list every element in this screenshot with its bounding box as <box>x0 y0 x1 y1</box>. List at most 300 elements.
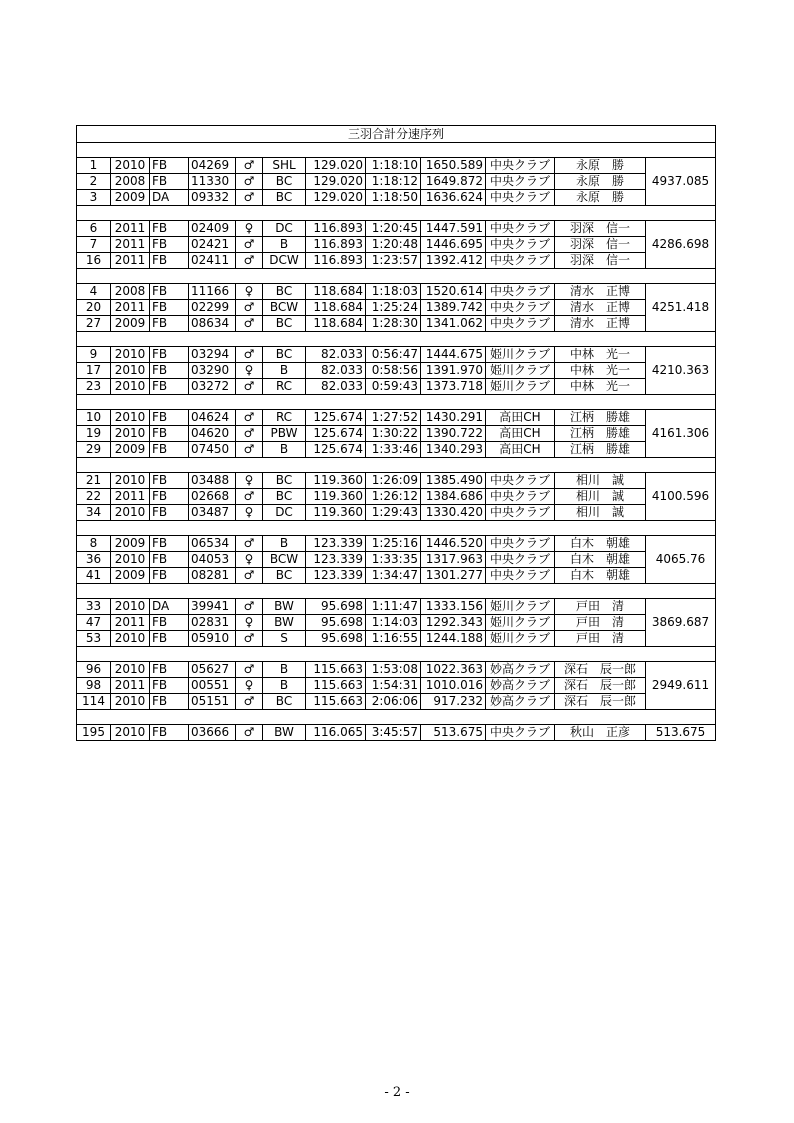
sex-cell: ♀ <box>236 363 263 379</box>
owner-cell: 中林 光一 <box>555 363 646 379</box>
year-cell: 2011 <box>111 615 150 631</box>
rank-cell: 17 <box>77 363 111 379</box>
distance-cell: 125.674 <box>306 442 366 458</box>
distance-cell: 115.663 <box>306 678 366 694</box>
distance-cell: 118.684 <box>306 300 366 316</box>
year-cell: 2010 <box>111 694 150 710</box>
owner-cell: 相川 誠 <box>555 473 646 489</box>
region-cell: FB <box>150 442 189 458</box>
club-cell: 姫川クラブ <box>486 379 555 395</box>
table-row <box>77 190 716 206</box>
table-row <box>77 174 716 190</box>
time-cell: 0:56:47 <box>366 347 421 363</box>
year-cell: 2010 <box>111 158 150 174</box>
distance-cell: 82.033 <box>306 363 366 379</box>
region-cell: FB <box>150 410 189 426</box>
ring-number-cell: 02421 <box>189 237 236 253</box>
color-cell: PBW <box>263 426 306 442</box>
distance-cell: 118.684 <box>306 316 366 332</box>
table-row <box>77 347 716 363</box>
speed-cell: 1317.963 <box>421 552 486 568</box>
ring-number-cell: 06534 <box>189 536 236 552</box>
club-cell: 中央クラブ <box>486 253 555 269</box>
owner-cell: 戸田 清 <box>555 631 646 647</box>
speed-cell: 1430.291 <box>421 410 486 426</box>
region-cell: FB <box>150 725 189 741</box>
color-cell: B <box>263 678 306 694</box>
speed-cell: 1292.343 <box>421 615 486 631</box>
distance-cell: 82.033 <box>306 347 366 363</box>
ring-number-cell: 02668 <box>189 489 236 505</box>
time-cell: 1:11:47 <box>366 599 421 615</box>
ring-number-cell: 05910 <box>189 631 236 647</box>
sex-cell: ♀ <box>236 505 263 521</box>
speed-cell: 1446.520 <box>421 536 486 552</box>
table-row <box>77 426 716 442</box>
color-cell: SHL <box>263 158 306 174</box>
sex-cell: ♂ <box>236 379 263 395</box>
owner-cell: 戸田 清 <box>555 599 646 615</box>
ring-number-cell: 07450 <box>189 442 236 458</box>
club-cell: 姫川クラブ <box>486 631 555 647</box>
year-cell: 2010 <box>111 505 150 521</box>
club-cell: 高田CH <box>486 442 555 458</box>
year-cell: 2009 <box>111 536 150 552</box>
distance-cell: 115.663 <box>306 662 366 678</box>
rank-cell: 21 <box>77 473 111 489</box>
color-cell: BC <box>263 174 306 190</box>
rank-cell: 98 <box>77 678 111 694</box>
distance-cell: 116.893 <box>306 237 366 253</box>
distance-cell: 95.698 <box>306 599 366 615</box>
region-cell: FB <box>150 347 189 363</box>
ring-number-cell: 03272 <box>189 379 236 395</box>
year-cell: 2010 <box>111 473 150 489</box>
distance-cell: 119.360 <box>306 505 366 521</box>
ring-number-cell: 03488 <box>189 473 236 489</box>
rank-cell: 19 <box>77 426 111 442</box>
table-row <box>77 536 716 552</box>
owner-cell: 清水 正博 <box>555 316 646 332</box>
sex-cell: ♀ <box>236 615 263 631</box>
year-cell: 2011 <box>111 253 150 269</box>
sex-cell: ♂ <box>236 442 263 458</box>
year-cell: 2010 <box>111 347 150 363</box>
rank-cell: 2 <box>77 174 111 190</box>
club-cell: 中央クラブ <box>486 725 555 741</box>
time-cell: 1:16:55 <box>366 631 421 647</box>
sex-cell: ♂ <box>236 237 263 253</box>
rank-cell: 53 <box>77 631 111 647</box>
region-cell: FB <box>150 316 189 332</box>
distance-cell: 116.893 <box>306 221 366 237</box>
sex-cell: ♂ <box>236 694 263 710</box>
time-cell: 1:18:03 <box>366 284 421 300</box>
table-row <box>77 158 716 174</box>
owner-cell: 羽深 信一 <box>555 253 646 269</box>
rank-cell: 41 <box>77 568 111 584</box>
region-cell: FB <box>150 158 189 174</box>
sex-cell: ♂ <box>236 174 263 190</box>
rank-cell: 4 <box>77 284 111 300</box>
sex-cell: ♂ <box>236 410 263 426</box>
color-cell: B <box>263 237 306 253</box>
owner-cell: 江柄 勝雄 <box>555 426 646 442</box>
year-cell: 2011 <box>111 678 150 694</box>
region-cell: FB <box>150 678 189 694</box>
color-cell: BW <box>263 599 306 615</box>
rank-cell: 33 <box>77 599 111 615</box>
region-cell: FB <box>150 426 189 442</box>
distance-cell: 123.339 <box>306 568 366 584</box>
club-cell: 姫川クラブ <box>486 599 555 615</box>
rank-cell: 36 <box>77 552 111 568</box>
sex-cell: ♂ <box>236 489 263 505</box>
year-cell: 2011 <box>111 489 150 505</box>
owner-cell: 戸田 清 <box>555 615 646 631</box>
color-cell: BC <box>263 284 306 300</box>
color-cell: RC <box>263 379 306 395</box>
ring-number-cell: 11166 <box>189 284 236 300</box>
speed-cell: 1244.188 <box>421 631 486 647</box>
ring-number-cell: 04053 <box>189 552 236 568</box>
club-cell: 中央クラブ <box>486 284 555 300</box>
table-row <box>77 363 716 379</box>
group-spacer-row <box>77 521 716 536</box>
club-cell: 中央クラブ <box>486 489 555 505</box>
table-row <box>77 615 716 631</box>
page-number: - 2 - <box>384 1085 410 1100</box>
ring-number-cell: 11330 <box>189 174 236 190</box>
table-row <box>77 489 716 505</box>
ring-number-cell: 08281 <box>189 568 236 584</box>
group-total-cell: 4065.76 <box>646 536 716 584</box>
time-cell: 1:26:09 <box>366 473 421 489</box>
region-cell: FB <box>150 552 189 568</box>
owner-cell: 永原 勝 <box>555 174 646 190</box>
table-row <box>77 725 716 741</box>
club-cell: 中央クラブ <box>486 237 555 253</box>
distance-cell: 116.893 <box>306 253 366 269</box>
distance-cell: 129.020 <box>306 190 366 206</box>
ring-number-cell: 02409 <box>189 221 236 237</box>
rank-cell: 1 <box>77 158 111 174</box>
rank-cell: 8 <box>77 536 111 552</box>
rank-cell: 114 <box>77 694 111 710</box>
owner-cell: 秋山 正彦 <box>555 725 646 741</box>
year-cell: 2010 <box>111 662 150 678</box>
time-cell: 1:14:03 <box>366 615 421 631</box>
rank-cell: 9 <box>77 347 111 363</box>
time-cell: 1:27:52 <box>366 410 421 426</box>
ring-number-cell: 03666 <box>189 725 236 741</box>
ring-number-cell: 39941 <box>189 599 236 615</box>
color-cell: B <box>263 662 306 678</box>
time-cell: 1:53:08 <box>366 662 421 678</box>
speed-cell: 1010.016 <box>421 678 486 694</box>
year-cell: 2008 <box>111 174 150 190</box>
rank-cell: 23 <box>77 379 111 395</box>
speed-cell: 1391.970 <box>421 363 486 379</box>
color-cell: BC <box>263 316 306 332</box>
sex-cell: ♂ <box>236 316 263 332</box>
color-cell: B <box>263 536 306 552</box>
region-cell: FB <box>150 615 189 631</box>
group-total-cell: 3869.687 <box>646 599 716 647</box>
speed-cell: 1649.872 <box>421 174 486 190</box>
sex-cell: ♂ <box>236 631 263 647</box>
group-total-cell: 4100.596 <box>646 473 716 521</box>
table-row <box>77 284 716 300</box>
results-table <box>76 125 716 741</box>
ring-number-cell: 02831 <box>189 615 236 631</box>
table-row <box>77 552 716 568</box>
owner-cell: 中林 光一 <box>555 379 646 395</box>
color-cell: BC <box>263 347 306 363</box>
owner-cell: 中林 光一 <box>555 347 646 363</box>
year-cell: 2009 <box>111 316 150 332</box>
owner-cell: 清水 正博 <box>555 284 646 300</box>
spacer-cell <box>77 332 716 347</box>
sex-cell: ♀ <box>236 284 263 300</box>
owner-cell: 白木 朝雄 <box>555 552 646 568</box>
region-cell: FB <box>150 284 189 300</box>
region-cell: FB <box>150 300 189 316</box>
table-row <box>77 253 716 269</box>
color-cell: DCW <box>263 253 306 269</box>
owner-cell: 白木 朝雄 <box>555 568 646 584</box>
sex-cell: ♀ <box>236 552 263 568</box>
ring-number-cell: 02299 <box>189 300 236 316</box>
owner-cell: 江柄 勝雄 <box>555 410 646 426</box>
color-cell: BC <box>263 190 306 206</box>
time-cell: 2:06:06 <box>366 694 421 710</box>
speed-cell: 1390.722 <box>421 426 486 442</box>
owner-cell: 相川 誠 <box>555 505 646 521</box>
club-cell: 中央クラブ <box>486 552 555 568</box>
speed-cell: 1520.614 <box>421 284 486 300</box>
table-row <box>77 694 716 710</box>
year-cell: 2009 <box>111 190 150 206</box>
owner-cell: 江柄 勝雄 <box>555 442 646 458</box>
region-cell: FB <box>150 473 189 489</box>
time-cell: 3:45:57 <box>366 725 421 741</box>
color-cell: DC <box>263 505 306 521</box>
ring-number-cell: 05151 <box>189 694 236 710</box>
color-cell: BW <box>263 725 306 741</box>
club-cell: 高田CH <box>486 426 555 442</box>
group-total-cell: 4161.306 <box>646 410 716 458</box>
table-row <box>77 410 716 426</box>
spacer-cell <box>77 647 716 662</box>
distance-cell: 125.674 <box>306 410 366 426</box>
speed-cell: 1389.742 <box>421 300 486 316</box>
time-cell: 1:54:31 <box>366 678 421 694</box>
time-cell: 1:30:22 <box>366 426 421 442</box>
distance-cell: 119.360 <box>306 489 366 505</box>
club-cell: 中央クラブ <box>486 300 555 316</box>
year-cell: 2008 <box>111 284 150 300</box>
table-row <box>77 631 716 647</box>
region-cell: DA <box>150 190 189 206</box>
table-row <box>77 221 716 237</box>
spacer-cell <box>77 584 716 599</box>
title-row <box>77 126 716 143</box>
spacer-cell <box>77 521 716 536</box>
rank-cell: 22 <box>77 489 111 505</box>
distance-cell: 123.339 <box>306 552 366 568</box>
sex-cell: ♂ <box>236 158 263 174</box>
year-cell: 2010 <box>111 410 150 426</box>
group-spacer-row <box>77 647 716 662</box>
speed-cell: 1330.420 <box>421 505 486 521</box>
group-total-cell: 513.675 <box>646 725 716 741</box>
region-cell: FB <box>150 631 189 647</box>
sex-cell: ♂ <box>236 300 263 316</box>
club-cell: 中央クラブ <box>486 505 555 521</box>
speed-cell: 1446.695 <box>421 237 486 253</box>
club-cell: 姫川クラブ <box>486 363 555 379</box>
sex-cell: ♂ <box>236 426 263 442</box>
club-cell: 妙高クラブ <box>486 678 555 694</box>
spacer-cell <box>77 206 716 221</box>
distance-cell: 116.065 <box>306 725 366 741</box>
time-cell: 1:26:12 <box>366 489 421 505</box>
speed-cell: 1444.675 <box>421 347 486 363</box>
ring-number-cell: 04269 <box>189 158 236 174</box>
spacer-cell <box>77 395 716 410</box>
region-cell: DA <box>150 599 189 615</box>
speed-cell: 1373.718 <box>421 379 486 395</box>
table-row <box>77 678 716 694</box>
table-row <box>77 442 716 458</box>
color-cell: RC <box>263 410 306 426</box>
ring-number-cell: 05627 <box>189 662 236 678</box>
speed-cell: 1385.490 <box>421 473 486 489</box>
owner-cell: 相川 誠 <box>555 489 646 505</box>
club-cell: 中央クラブ <box>486 568 555 584</box>
speed-cell: 1022.363 <box>421 662 486 678</box>
year-cell: 2011 <box>111 237 150 253</box>
time-cell: 1:25:24 <box>366 300 421 316</box>
time-cell: 0:58:56 <box>366 363 421 379</box>
color-cell: B <box>263 442 306 458</box>
group-total-cell: 4210.363 <box>646 347 716 395</box>
club-cell: 姫川クラブ <box>486 347 555 363</box>
group-spacer-row <box>77 395 716 410</box>
owner-cell: 深石 辰一郎 <box>555 662 646 678</box>
table-row <box>77 379 716 395</box>
rank-cell: 10 <box>77 410 111 426</box>
color-cell: BC <box>263 568 306 584</box>
sex-cell: ♀ <box>236 473 263 489</box>
distance-cell: 118.684 <box>306 284 366 300</box>
time-cell: 1:33:46 <box>366 442 421 458</box>
table-row <box>77 237 716 253</box>
table-row <box>77 568 716 584</box>
region-cell: FB <box>150 379 189 395</box>
region-cell: FB <box>150 694 189 710</box>
year-cell: 2010 <box>111 631 150 647</box>
sex-cell: ♂ <box>236 599 263 615</box>
year-cell: 2009 <box>111 568 150 584</box>
distance-cell: 129.020 <box>306 158 366 174</box>
group-spacer-row <box>77 584 716 599</box>
time-cell: 1:18:50 <box>366 190 421 206</box>
group-total-cell: 4937.085 <box>646 158 716 206</box>
rank-cell: 16 <box>77 253 111 269</box>
speed-cell: 1447.591 <box>421 221 486 237</box>
club-cell: 中央クラブ <box>486 536 555 552</box>
time-cell: 0:59:43 <box>366 379 421 395</box>
club-cell: 妙高クラブ <box>486 694 555 710</box>
ring-number-cell: 02411 <box>189 253 236 269</box>
distance-cell: 82.033 <box>306 379 366 395</box>
group-total-cell: 4286.698 <box>646 221 716 269</box>
group-spacer-row <box>77 143 716 158</box>
sex-cell: ♂ <box>236 662 263 678</box>
speed-cell: 1340.293 <box>421 442 486 458</box>
year-cell: 2010 <box>111 552 150 568</box>
rank-cell: 47 <box>77 615 111 631</box>
rank-cell: 96 <box>77 662 111 678</box>
region-cell: FB <box>150 253 189 269</box>
table-row <box>77 473 716 489</box>
color-cell: BCW <box>263 552 306 568</box>
distance-cell: 129.020 <box>306 174 366 190</box>
club-cell: 高田CH <box>486 410 555 426</box>
color-cell: BC <box>263 489 306 505</box>
year-cell: 2010 <box>111 725 150 741</box>
ring-number-cell: 00551 <box>189 678 236 694</box>
ring-number-cell: 04624 <box>189 410 236 426</box>
color-cell: BW <box>263 615 306 631</box>
rank-cell: 34 <box>77 505 111 521</box>
owner-cell: 清水 正博 <box>555 300 646 316</box>
region-cell: FB <box>150 568 189 584</box>
time-cell: 1:20:48 <box>366 237 421 253</box>
speed-cell: 1301.277 <box>421 568 486 584</box>
sex-cell: ♀ <box>236 221 263 237</box>
year-cell: 2010 <box>111 379 150 395</box>
time-cell: 1:20:45 <box>366 221 421 237</box>
group-spacer-row <box>77 458 716 473</box>
time-cell: 1:25:16 <box>366 536 421 552</box>
region-cell: FB <box>150 363 189 379</box>
time-cell: 1:18:10 <box>366 158 421 174</box>
spacer-cell <box>77 710 716 725</box>
distance-cell: 115.663 <box>306 694 366 710</box>
color-cell: BC <box>263 473 306 489</box>
distance-cell: 119.360 <box>306 473 366 489</box>
table-title: 三羽合計分速序列 <box>77 126 716 143</box>
club-cell: 中央クラブ <box>486 158 555 174</box>
club-cell: 中央クラブ <box>486 174 555 190</box>
ring-number-cell: 03487 <box>189 505 236 521</box>
speed-cell: 1636.624 <box>421 190 486 206</box>
region-cell: FB <box>150 536 189 552</box>
region-cell: FB <box>150 237 189 253</box>
distance-cell: 95.698 <box>306 615 366 631</box>
table-row <box>77 316 716 332</box>
table-row <box>77 300 716 316</box>
group-spacer-row <box>77 332 716 347</box>
rank-cell: 7 <box>77 237 111 253</box>
owner-cell: 深石 辰一郎 <box>555 678 646 694</box>
owner-cell: 永原 勝 <box>555 158 646 174</box>
club-cell: 中央クラブ <box>486 221 555 237</box>
sex-cell: ♂ <box>236 568 263 584</box>
